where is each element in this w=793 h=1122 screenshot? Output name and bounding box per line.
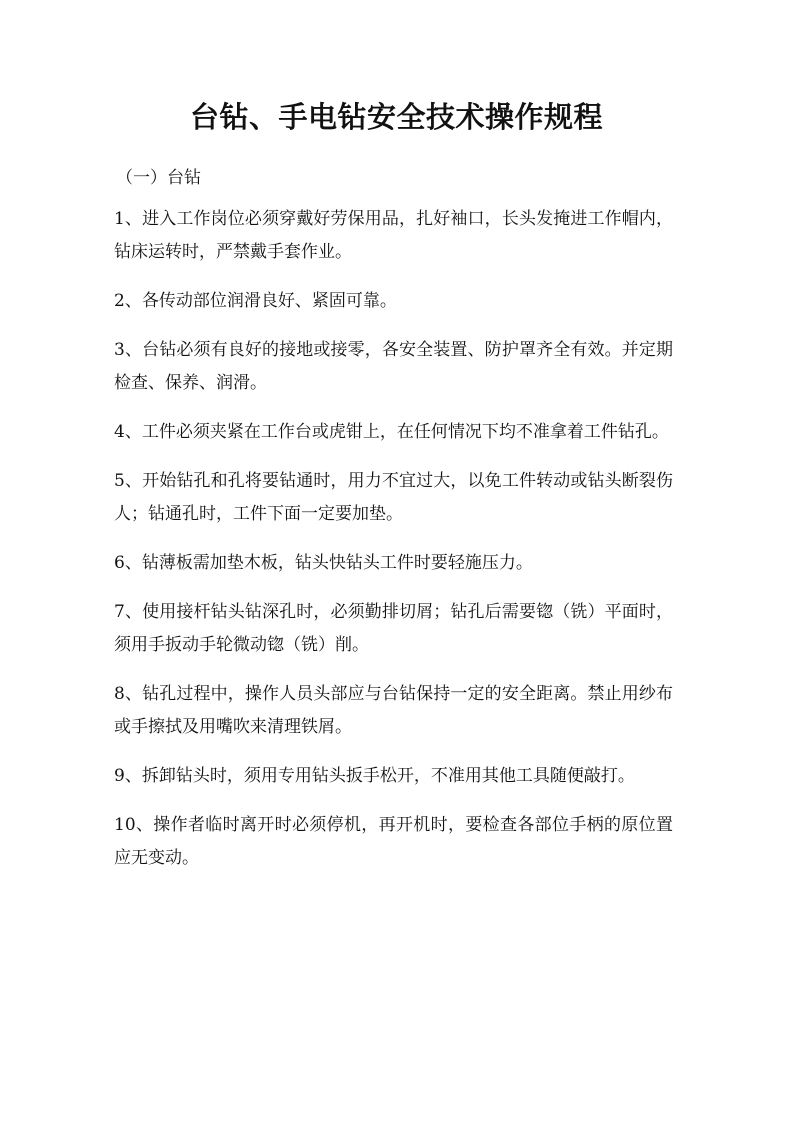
- rule-item-3: 3、台钻必须有良好的接地或接零，各安全装置、防护罩齐全有效。并定期检查、保养、润滑。: [114, 340, 673, 393]
- rule-item-4: 4、工件必须夹紧在工作台或虎钳上，在任何情况下均不准拿着工件钻孔。: [114, 422, 669, 442]
- rule-item-1: 1、进入工作岗位必须穿戴好劳保用品，扎好袖口，长头发掩进工作帽内，钻床运转时，严禁戴手套作业。: [114, 209, 673, 262]
- section-heading: （一）台钻: [116, 168, 201, 188]
- rule-item-8: 8、钻孔过程中，操作人员头部应与台钻保持一定的安全距离。禁止用纱布或手擦拭及用嘴吹来清理铁屑。: [114, 684, 673, 737]
- rule-item-10: 10、操作者临时离开时必须停机，再开机时，要检查各部位手柄的原位置应无变动。: [114, 815, 673, 868]
- rule-list: [114, 203, 673, 875]
- rule-item-6: 6、钻薄板需加垫木板，钻头快钻头工件时要轻施压力。: [114, 553, 533, 573]
- rule-item-5: 5、开始钻孔和孔将要钻通时，用力不宜过大，以免工件转动或钻头断裂伤人；钻通孔时，工件下面一定要加垫。: [114, 471, 673, 524]
- rule-item-7: 7、使用接杆钻头钻深孔时，必须勤排切屑；钻孔后需要锪（铣）平面时，须用手扳动手轮微动锪（铣）削。: [114, 602, 673, 655]
- rule-item-2: 2、各传动部位润滑良好、紧固可靠。: [114, 291, 397, 311]
- rule-item-9: 9、拆卸钻头时，须用专用钻头扳手松开，不准用其他工具随便敲打。: [114, 766, 635, 786]
- document-title: 台钻、手电钻安全技术操作规程: [189, 100, 603, 134]
